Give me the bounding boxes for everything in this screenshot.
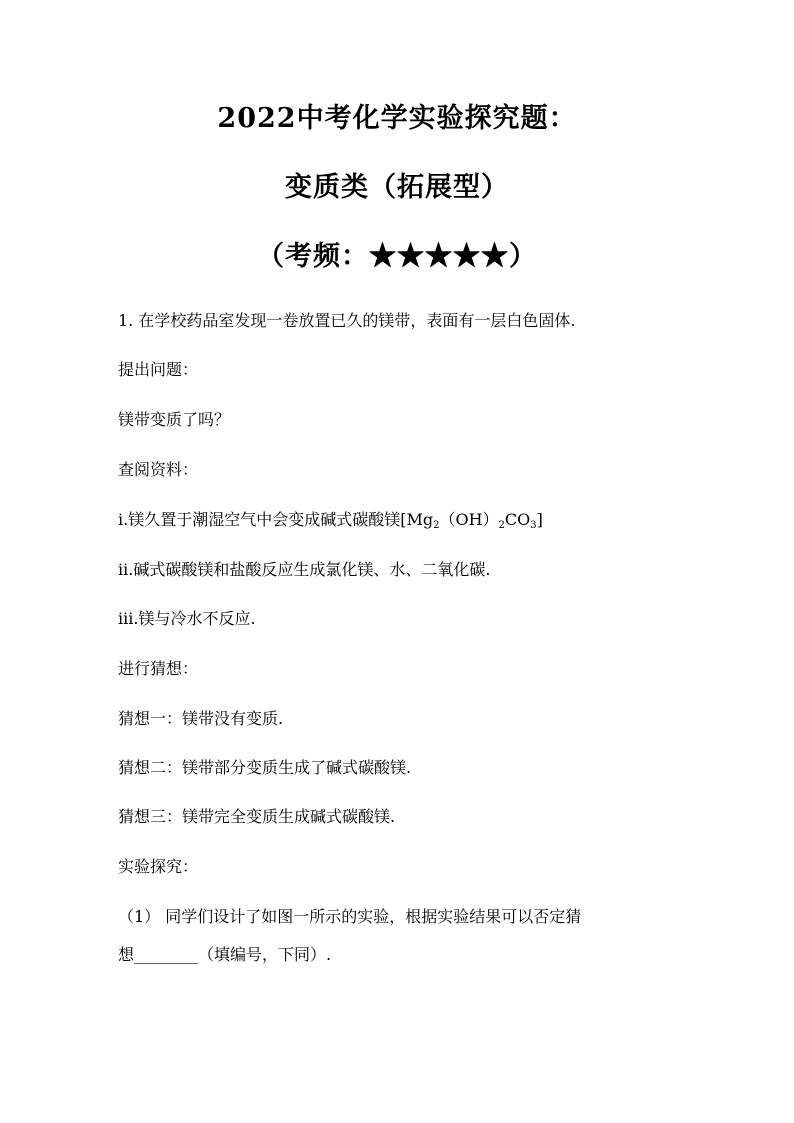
question-text: 镁带变质了吗？ (118, 410, 231, 429)
raise-question-heading: 提出问题： (118, 360, 199, 379)
subscript: 2 (498, 520, 505, 531)
experiment-heading: 实验探究： (118, 857, 199, 876)
title-line-3: （考频：★★★★★） (257, 241, 537, 272)
title-line-2: 变质类（拓展型） (285, 172, 509, 203)
experiment-1-line-2: 想________（填编号，下同）. (118, 945, 332, 964)
hypothesis-2: 猜想二：镁带部分变质生成了碱式碳酸镁. (118, 758, 412, 777)
reference-heading: 查阅资料： (118, 460, 199, 479)
title-line-1: 2022中考化学实验探究题： (217, 103, 577, 134)
reference-item-1-end: ] (536, 510, 543, 529)
subscript: 3 (530, 520, 537, 531)
reference-item-1-text: i.镁久置于潮湿空气中会变成碱式碳酸镁[Mg (118, 510, 434, 529)
reference-item-1 (118, 509, 543, 531)
reference-item-3: iii.镁与冷水不反应. (118, 609, 256, 628)
subscript: 2 (433, 520, 440, 531)
hypothesis-3: 猜想三：镁带完全变质生成碱式碳酸镁. (118, 807, 396, 826)
experiment-1-line-1: （1） 同学们设计了如图一所示的实验，根据实验结果可以否定猜 (118, 907, 582, 926)
reference-item-1-mid: （OH） (439, 510, 499, 529)
hypothesis-heading: 进行猜想： (118, 659, 199, 678)
question-1-intro: 1. 在学校药品室发现一卷放置已久的镁带，表面有一层白色固体. (118, 311, 576, 330)
reference-item-1-co: CO (504, 510, 531, 529)
hypothesis-1: 猜想一：镁带没有变质. (118, 709, 284, 728)
reference-item-2: ii.碱式碳酸镁和盐酸反应生成氯化镁、水、二氧化碳. (118, 560, 491, 579)
